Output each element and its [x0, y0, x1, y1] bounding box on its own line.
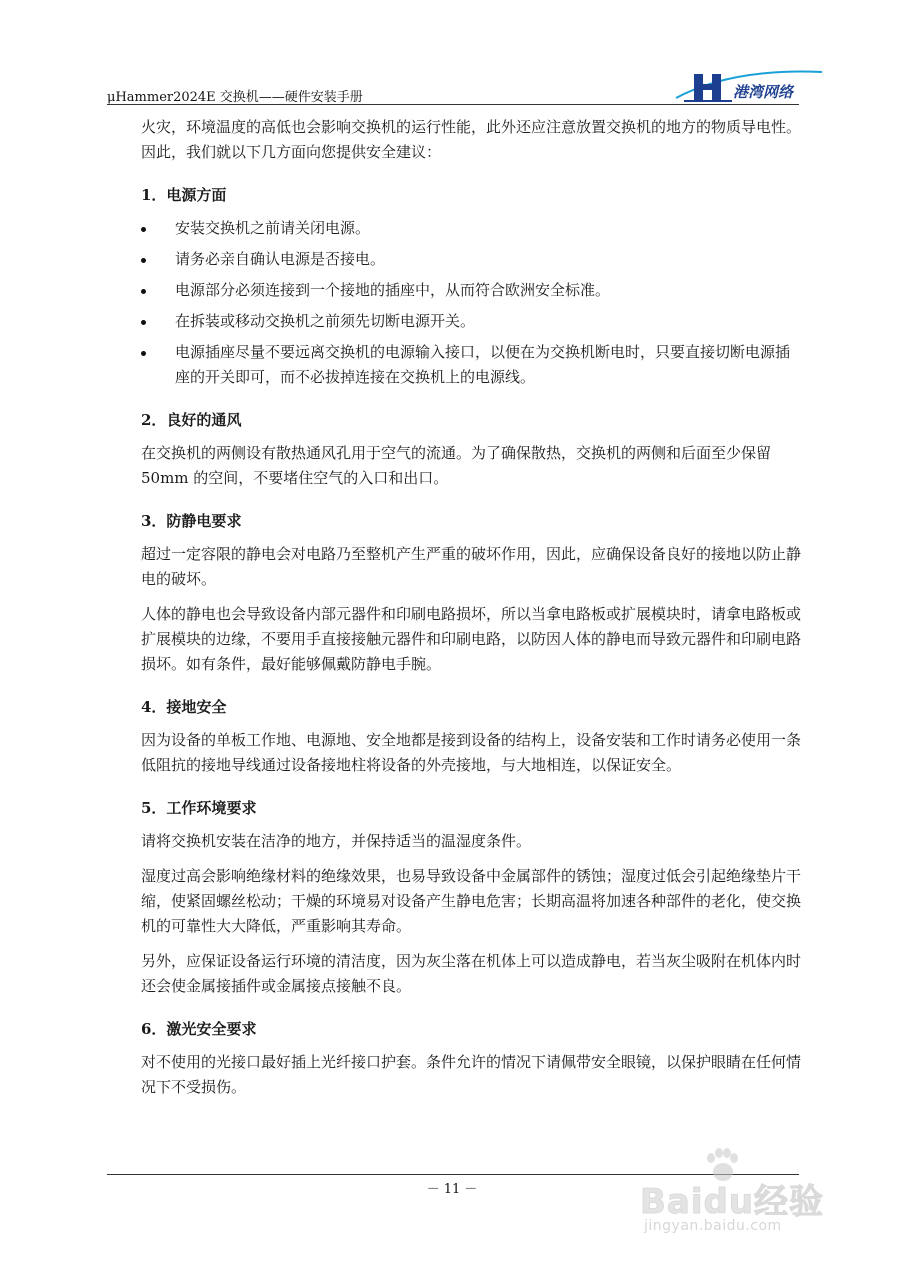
- list-item-text: 电源插座尽量不要远离交换机的电源输入接口，以便在为交换机断电时，只要直接切断电源插座的开关即可，而不必拔掉连接在交换机上的电源线。: [175, 343, 791, 386]
- bullet-icon: [141, 227, 146, 232]
- section-heading-laser: 6．激光安全要求: [141, 1020, 257, 1038]
- list-item: [141, 309, 803, 334]
- antistatic-paragraph-2: 人体的静电也会导致设备内部元器件和印刷电路损坏，所以当拿电路板或扩展模块时，请拿电路板或扩展模块的边缘，不要用手直接接触元器件和印刷电路，以防因人体的静电而导致元器件和印刷电路损坏。如有条件，最好能够佩戴防静电手腕。: [141, 605, 802, 673]
- list-item: [141, 278, 803, 303]
- bullet-icon: [141, 258, 146, 263]
- section-heading-environment: 5．工作环境要求: [141, 799, 257, 817]
- section-heading-power: 1．电源方面: [141, 186, 227, 204]
- section-heading-antistatic: 3．防静电要求: [141, 512, 242, 530]
- list-item-text: 在拆装或移动交换机之前须先切断电源开关。: [175, 312, 476, 330]
- list-item: [141, 216, 803, 241]
- laser-paragraph: 对不使用的光接口最好插上光纤接口护套。条件允许的情况下请佩带安全眼镜，以保护眼睛在任何情况下不受损伤。: [141, 1053, 802, 1096]
- grounding-paragraph: 因为设备的单板工作地、电源地、安全地都是接到设备的结构上，设备安装和工作时请务必使用一条低阻抗的接地导线通过设备接地柱将设备的外壳接地，与大地相连，以保证安全。: [141, 731, 802, 774]
- section-heading-grounding: 4．接地安全: [141, 698, 227, 716]
- document-header-title: μHammer2024E 交换机——硬件安装手册: [107, 90, 363, 105]
- ventilation-paragraph: 在交换机的两侧设有散热通风孔用于空气的流通。为了确保散热，交换机的两侧和后面至少保留 50mm 的空间，不要堵住空气的入口和出口。: [141, 444, 772, 487]
- bullet-icon: [141, 351, 146, 356]
- power-bullet-list: [141, 216, 803, 390]
- environment-paragraph-1: 请将交换机安装在洁净的地方，并保持适当的温湿度条件。: [141, 832, 532, 850]
- baidu-watermark: [640, 1148, 830, 1238]
- list-item-text: 安装交换机之前请关闭电源。: [175, 219, 371, 237]
- bullet-icon: [141, 320, 146, 325]
- list-item: [141, 247, 803, 272]
- antistatic-paragraph-1: 超过一定容限的静电会对电路乃至整机产生严重的破坏作用，因此，应确保设备良好的接地以防止静电的破坏。: [141, 545, 802, 588]
- logo-text: 港湾网络: [733, 83, 794, 101]
- environment-paragraph-3: 另外，应保证设备运行环境的清洁度，因为灰尘落在机体上可以造成静电，若当灰尘吸附在机体内时还会使金属接插件或金属接点接触不良。: [141, 952, 802, 995]
- list-item: [141, 340, 803, 390]
- bullet-icon: [141, 289, 146, 294]
- list-item-text: 电源部分必须连接到一个接地的插座中，从而符合欧洲安全标准。: [175, 281, 611, 299]
- watermark-brand: Baidu经验: [640, 1182, 825, 1222]
- header-divider: [107, 104, 799, 105]
- environment-paragraph-2: 湿度过高会影响绝缘材料的绝缘效果，也易导致设备中金属部件的锈蚀；湿度过低会引起绝缘垫片干缩，使紧固螺丝松动；干燥的环境易对设备产生静电危害；长期高温将加速各种部件的老化，使交换机的可靠性大大降低，严重影响其寿命。: [141, 867, 802, 935]
- list-item-text: 请务必亲自确认电源是否接电。: [175, 250, 386, 268]
- document-body: [141, 115, 803, 1100]
- intro-paragraph: 火灾，环境温度的高低也会影响交换机的运行性能，此外还应注意放置交换机的地方的物质导电性。因此，我们就以下几方面向您提供安全建议：: [141, 118, 802, 161]
- section-heading-ventilation: 2．良好的通风: [141, 411, 242, 429]
- watermark-url: jingyan.baidu.com: [644, 1218, 782, 1234]
- page-number: － 11 －: [426, 1182, 478, 1197]
